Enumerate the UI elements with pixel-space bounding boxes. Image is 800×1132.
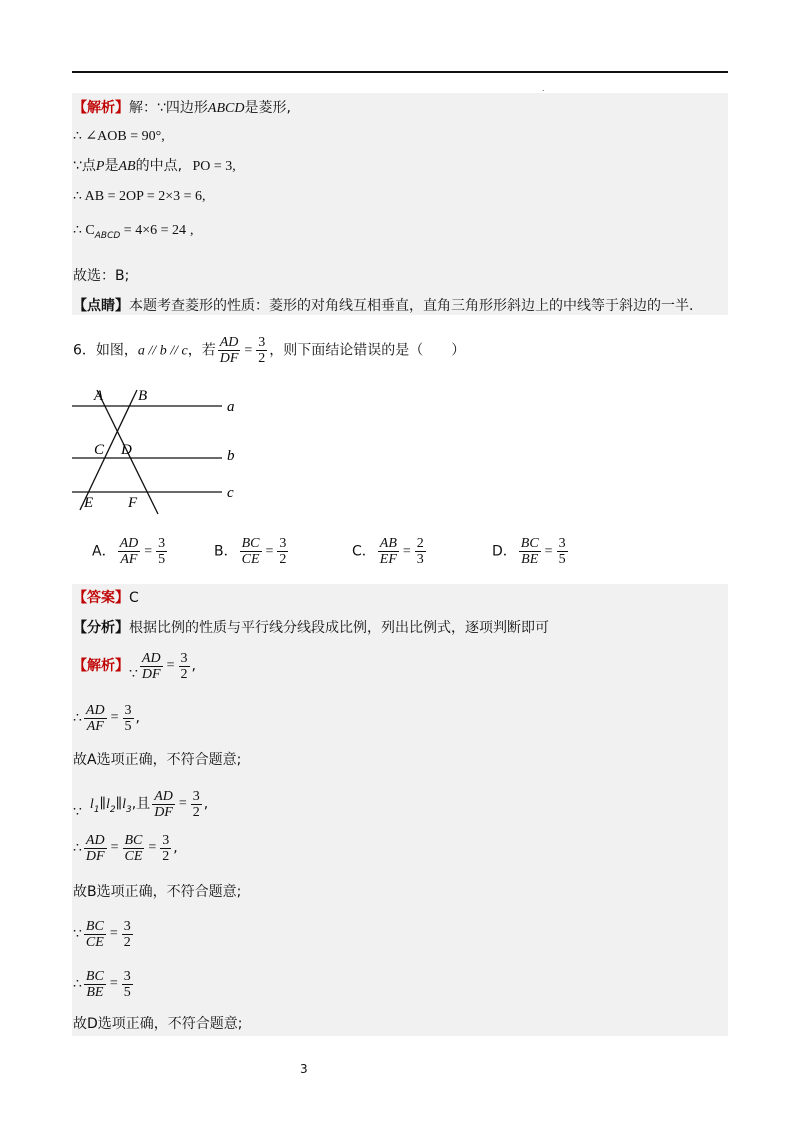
page-number: 3 (300, 1062, 308, 1076)
q6-step1: 【解析】∵ $\frac{AD}{DF}$ = $\frac{3}{2}$ , (73, 650, 196, 682)
jiexi-tag: 【解析】 (73, 100, 129, 116)
option-c: C． $\frac{AB}{EF}$ = $\frac{2}{3}$ (352, 536, 424, 567)
sol5-line3-post: 的中点, (135, 158, 183, 174)
q6-fenxi (73, 618, 549, 638)
point-a: A (94, 388, 104, 404)
q6-stem: 6．如图，a // b // c，若 $\frac{AD}{DF}$ = $\frac{3}{2}$ ，则下面结论错误的是（ ） (73, 335, 466, 366)
q6-parallel-condition: a // b // c (137, 343, 188, 359)
point-f: F (128, 495, 138, 511)
sol5-dianjing (73, 296, 693, 316)
sol5-quad-name: ABCD (207, 101, 245, 116)
q6-figure (60, 380, 260, 520)
sol5-perimeter-eq: = 4×6 = 24 (120, 223, 186, 238)
q6-number: 6．如图， (73, 342, 138, 359)
sol5-line4 (73, 186, 206, 207)
option-b: B． $\frac{BC}{CE}$ = $\frac{3}{2}$ (214, 536, 287, 567)
q6-step7: ∵ $\frac{BC}{CE}$ = $\frac{3}{2}$ (73, 918, 131, 950)
label-line-b: b (227, 448, 235, 464)
label-line-c: c (227, 485, 234, 501)
answer-value: C (129, 590, 139, 606)
sol5-perimeter-comma: , (189, 223, 194, 238)
q6-step2: ∴ $\frac{AD}{AF}$ = $\frac{3}{5}$ , (73, 702, 140, 734)
q6-answer (73, 588, 139, 608)
sol5-line1-pre: 解：∵四边形 (129, 100, 208, 116)
sol5-perimeter-c: ∴ C (73, 223, 95, 238)
q6-tail: ，则下面结论错误的是（ ） (269, 342, 466, 359)
q6-step3: 故A选项正确，不符合题意; (73, 752, 242, 768)
dianjing-tag: 【点睛】 (73, 298, 129, 314)
option-a: A． $\frac{AD}{AF}$ = $\frac{3}{5}$ (92, 536, 166, 567)
q6-step4: $\because l_1\parallel l_2\parallel l_3$,且 $\frac{AD}{DF}$ = $\frac{3}{2}$ , (73, 788, 209, 820)
q6-step8: ∴ $\frac{BC}{BE}$ = $\frac{3}{5}$ (73, 968, 131, 1000)
point-e: E (84, 495, 94, 511)
q6-step6: 故B选项正确，不符合题意; (73, 884, 242, 900)
q6-step5: ∴ $\frac{AD}{DF}$ = $\frac{BC}{CE}$ = $\frac{3}{2}$ , (73, 832, 178, 864)
sol5-choice: 故选：B; (73, 268, 130, 284)
sol5-line5 (73, 220, 193, 246)
q6-ruo: ，若 (187, 342, 216, 359)
sol5-line3-pre: ∵点 (73, 158, 96, 174)
q6-ratio-value: $\frac{3}{2}$ (258, 335, 266, 366)
q6-ratio-frac: $\frac{AD}{DF}$ (219, 335, 239, 366)
sol5-line1 (73, 98, 291, 119)
answer-tag: 【答案】 (73, 590, 129, 606)
header-rule (72, 71, 728, 73)
label-line-a: a (227, 399, 235, 415)
dianjing-text: 本题考查菱形的性质：菱形的对角线互相垂直，直角三角形形斜边上的中线等于斜边的一半. (129, 298, 694, 314)
sol5-ab-eq: ∴ AB = 2OP = 2×3 = 6, (73, 189, 206, 204)
sol5-seg-ab: AB (118, 159, 136, 174)
sol5-angle-aob: ∴ ∠AOB = 90°, (73, 129, 165, 144)
jiexi6-tag: 【解析】 (73, 658, 129, 674)
q6-step9: 故D选项正确，不符合题意; (73, 1016, 243, 1032)
fenxi-text: 根据比例的性质与平行线分线段成比例，列出比例式，逐项判断即可 (129, 620, 549, 636)
sol5-line3-mid: 是 (104, 158, 119, 174)
sol5-line1-post: 是菱形, (244, 100, 291, 116)
header-dot: . (542, 84, 545, 93)
sol5-point-p: P (95, 159, 105, 174)
sol5-line3 (73, 156, 236, 177)
fenxi-tag: 【分析】 (73, 620, 129, 636)
sol5-po-eq: PO = 3, (192, 159, 236, 174)
point-b: B (138, 388, 148, 404)
option-d: D． $\frac{BC}{BE}$ = $\frac{3}{5}$ (492, 536, 566, 567)
point-d: D (121, 442, 132, 458)
sol5-perimeter-sub: ABCD (94, 230, 121, 241)
sol5-line2 (73, 126, 165, 147)
point-c: C (94, 442, 105, 458)
